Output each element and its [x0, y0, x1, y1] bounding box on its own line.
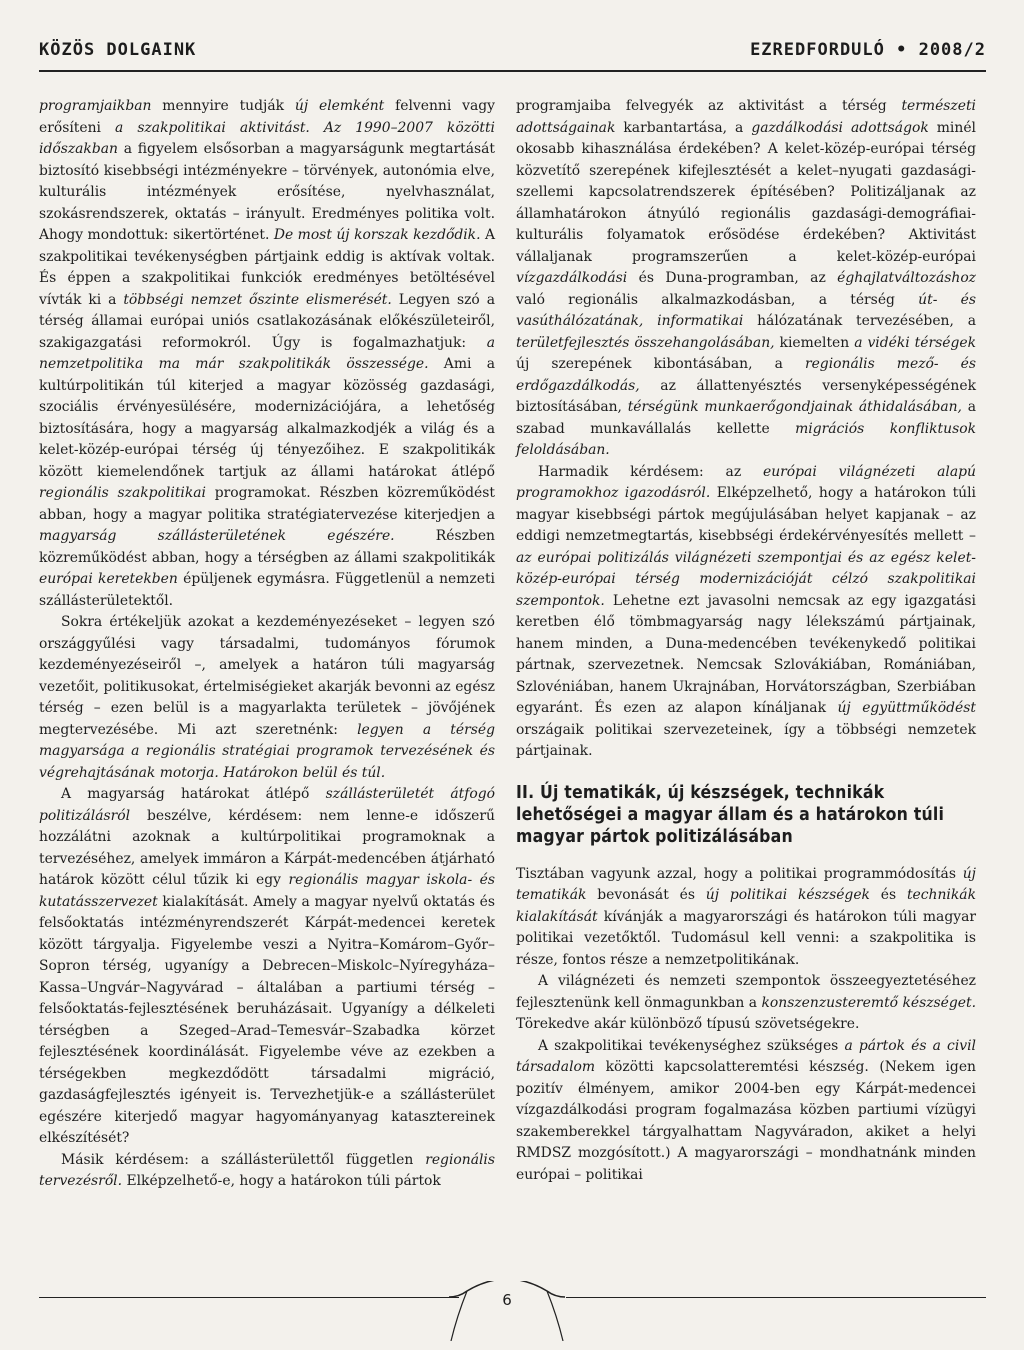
text-run: mennyire tudják — [151, 98, 295, 114]
italic-text-run: éghajlatváltozáshoz — [837, 270, 976, 286]
text-run: való regionális alkalmazkodásban, a térség — [516, 291, 919, 308]
italic-text-run: természeti adottságainak — [516, 98, 976, 136]
header-journal-section: KÖZÖS DOLGAINK — [39, 40, 197, 60]
text-run: A magyarság határokat átlépő — [61, 786, 326, 802]
italic-text-run: vízgazdálkodási — [516, 270, 628, 286]
section-heading: II. Új tematikák, új készségek, technikák lehetőségei a magyar állam és a határokon túli magyar pártok politizálásában — [516, 782, 945, 847]
text-run: A világnézeti és nemzeti szempontok összeegyeztetéséhez fejlesztenünk kell önmagunkban a — [516, 973, 976, 1011]
text-run: A szakpolitikai tevékenységben pártjaink eddig is aktívak voltak. És éppen a szakpolitikai funkciók eredményes betöltésével vívták ki a — [39, 227, 495, 308]
text-run: új szerepének kibontásában, a — [516, 356, 805, 372]
text-run: karbantartása, a — [615, 119, 752, 136]
text-run: Sokra értékeljük azokat a kezdeményezéseket – legyen szó országgyűlési vagy társadalmi, tudományos fórumok kezdeményezéseiről –, amelyek a határon túli magyarság vezetőit, politikusokat, értelmiségieket akarják bevonni az egész térség – ezen belül is a magyarlakta területek – jövőjének megtervezésébe. Mi azt szeretnénk: — [39, 614, 495, 738]
paragraph — [516, 462, 976, 763]
italic-text-run: térségünk munkaerőgondjainak áthidalásában, — [627, 399, 962, 415]
italic-text-run: az európai politizálás világnézeti szempontjai és az egész kelet-közép-európai térség modernizációját célzó szakpolitikai szempontok. — [516, 549, 976, 609]
text-run: Másik kérdésem: a szállásterülettől független — [61, 1151, 426, 1168]
text-run: Ami a kultúrpolitikán túl kiterjed a magyar közösség gazdasági, szociális érvényesülésére, modernizációjára, a lehetőség biztosítására, hogy a magyarság alkalmazkodjék a világ és a kelet-közép-európai térség új tényezőihez. E szakpolitikák között kiemelendőnek tartjuk az állami határokat átlépő — [39, 356, 495, 480]
paragraph — [39, 96, 495, 612]
italic-text-run: migrációs konfliktusok feloldásában. — [516, 420, 976, 458]
paragraph — [516, 96, 976, 462]
text-run: és — [869, 887, 907, 903]
italic-text-run: új együttműködést — [837, 700, 976, 716]
italic-text-run: a szakpolitikai aktivitást. Az 1990–2007 közötti időszakban — [39, 119, 495, 157]
left-column — [39, 96, 495, 1193]
text-run: Elképzelhető-e, hogy a határokon túli pártok — [122, 1173, 441, 1189]
text-run: programokat. Részben közreműködést abban, hogy a magyar politika stratégiatervezése kiterjedjen a — [39, 485, 495, 523]
paragraph — [39, 612, 495, 784]
text-run: kiemelten — [774, 334, 855, 351]
text-run: épüljenek egymásra. Függetlenül a nemzeti szállásterületektől. — [39, 571, 495, 609]
italic-text-run: út- és vasúthálózatának, informatikai — [516, 291, 976, 329]
italic-text-run: a vidéki térségek — [854, 334, 976, 351]
text-run: Legyen szó a térség államai európai uniós csatlakozásának előkészületeiről, szakigazgatási reformokról. Úgy is fogalmazhatjuk: — [39, 291, 495, 351]
text-run: Lehetne ezt javasolni nemcsak az egy igazgatási keretben élő tömbmagyarság nagy lélekszámú pártjainak, hanem minden, a Duna-medencében tevékenykedő politikai pártnak, szervezetnek. Nemcsak Szlovákiában, Romániában, Szlovéniában, hanem Ukrajnában, Horvátországban, Szerbiában egyaránt. És ezen az alapon kínáljanak — [516, 592, 976, 716]
italic-text-run: a pártok és a civil társadalom — [516, 1037, 976, 1075]
text-run: Részben közreműködést abban, hogy a térségben az állami szakpolitikák — [39, 528, 495, 566]
text-run: programjaiba felvegyék az aktivitást a térség — [516, 98, 902, 114]
italic-text-run: gazdálkodási adottságok — [751, 119, 929, 136]
paragraph — [516, 1036, 976, 1187]
text-run: és Duna-programban, az — [627, 270, 838, 286]
italic-text-run: a nemzetpolitika ma már szakpolitikák összessége. — [39, 334, 495, 372]
italic-text-run: De most új korszak kezdődik. — [273, 227, 481, 243]
text-run: közötti kapcsolatteremtési készség. (Nekem igen pozitív élményem, amikor 2004-ben egy Kárpát-medencei vízgazdálkodási program fogalmazása közben partiumi vízügyi szakemberekkel tárgyalhattam Nagyváradon, akiket a helyi RMDSZ mozgósított.) A magyarországi – mondhatnánk minden európai – politikai — [516, 1059, 976, 1183]
text-run: felvenni vagy erősíteni — [39, 98, 496, 136]
italic-text-run: szállásterületét átfogó politizálásról — [39, 786, 496, 824]
italic-text-run: többségi nemzet őszinte elismerését. — [123, 291, 392, 308]
text-run: a szabad munkavállalás kellette — [516, 399, 976, 437]
text-run: országaik politikai szervezeteinek, így a többségi nemzetek pártjainak. — [516, 721, 976, 759]
text-run: kialakítását. Amely a magyar nyelvű oktatás és felsőoktatás intézményrendszerét Kárpát-medencei keretek között tárgyalja. Figyelembe veszi a Nyitra–Komárom–Győr–Sopron térség, ugyanígy a Debrecen–Miskolc–Nyíregyháza–Kassa–Ungvár–Nagyvárad – általában a partiumi térség – felsőoktatás-fejlesztésének beruházásait. Ugyanígy a délkeleti térségben a Szeged–Arad–Temesvár–Szabadka körzet fejlesztésének koordinálását. Figyelembe véve az ezekben a térségekben megkezdődött társadalmi migráció, gazdaságfejlesztés igényeit is. Tervezhetjük-e a szállásterület egészére kiterjedő magyar hagyományanyag katasztereinek elkészítését? — [39, 893, 495, 1146]
paragraph — [39, 1150, 495, 1193]
text-run: minél okosabb kihasználása érdekében? A kelet-közép-európai térség közvetítő szerepének kifejlesztését a kelet–nyugati gazdasági-szellemi kapcsolatrendszerek építésében? Politizáljanak az államhatárokon átnyúló regionális gazdasági-demográfiai-kulturális folyamatok erősödése érdekében? Aktivitást vállaljanak programszerűen a kelet-közép-európai — [516, 119, 976, 265]
italic-text-run: európai keretekben — [39, 571, 178, 587]
right-column-bottom-text — [516, 864, 976, 1187]
text-run: A szakpolitikai tevékenységhez szükséges — [538, 1037, 845, 1054]
paragraph — [516, 971, 976, 1036]
italic-text-run: regionális szakpolitikai — [39, 485, 206, 501]
right-column — [516, 96, 976, 1186]
italic-text-run: regionális mező- és erdőgazdálkodás, — [516, 356, 977, 394]
italic-text-run: regionális tervezésről. — [39, 1151, 495, 1189]
text-run: kívánják a magyarországi és határokon túli magyar politikai vezetőktől. Tudomásul kell venni: a szakpolitika is része, fontos része a nemzetpolitikának. — [516, 908, 976, 968]
italic-text-run: magyarság szállásterületének egészére. — [39, 528, 395, 544]
text-run: Elképzelhető, hogy a határokon túli magyar kisebbségi pártok megújulásában helyet kapjanak – az eddigi nemzetmegtartás, kisebbségi érdekérvényesítés mellett – — [516, 485, 976, 544]
italic-text-run: legyen a térség magyarsága a regionális stratégiai programok tervezésének és végrehajtásának motorja. Határokon belül és túl. — [39, 721, 495, 781]
italic-text-run: új tematikák — [516, 865, 976, 903]
italic-text-run: technikák kialakítását — [516, 887, 976, 925]
page-number: 6 — [502, 1291, 512, 1309]
italic-text-run: regionális magyar iskola- és kutatásszervezet — [39, 872, 495, 910]
text-run: Törekedve akár különböző típusú szövetségekre. — [516, 1016, 860, 1032]
header-journal-issue: EZREDFORDULÓ • 2008/2 — [750, 40, 986, 60]
text-run: bevonását és — [586, 887, 706, 903]
page-footer — [39, 1235, 986, 1345]
italic-text-run: európai világnézeti alapú programokhoz igazodásról. — [516, 463, 976, 501]
text-run: a figyelem elsősorban a magyarságunk megtartását biztosító kisebbségi intézményekre – törvények, autonómia elve, kulturális intézmények erősítése, nyelvhasználat, szokásrendszerek, oktatás – irányult. Eredményes politika volt. Ahogy mondottuk: sikertörténet. — [39, 141, 495, 243]
italic-text-run: új elemként — [294, 98, 385, 114]
text-run: beszélve, kérdésem: nem lenne-e időszerű hozzálátni azoknak a kultúrpolitikai programoknak a tervezéséhez, amelyek immáron a Kárpát-medencében átjárható határok között célul tűzik ki egy — [39, 807, 495, 888]
running-header — [39, 38, 986, 72]
italic-text-run: területfejlesztés összehangolásában, — [516, 334, 775, 351]
footer-rule-left — [39, 1297, 459, 1298]
text-run: Tisztában vagyunk azzal, hogy a politikai programmódosítás — [516, 865, 963, 882]
footer-rule-right — [566, 1297, 986, 1298]
text-run: Harmadik kérdésem: az — [538, 463, 763, 480]
text-run: hálózatának tervezésében, a — [743, 313, 976, 329]
paragraph — [39, 784, 495, 1150]
page-number-arc-icon — [449, 1281, 565, 1341]
italic-text-run: programjaikban — [39, 98, 152, 114]
right-column-top-text — [516, 96, 976, 763]
italic-text-run: konszenzusteremtő készséget. — [761, 994, 976, 1011]
text-run: az állattenyésztés versenyképességének biztosításában, — [516, 377, 976, 415]
italic-text-run: új politikai készségek — [705, 887, 870, 903]
paragraph — [516, 864, 976, 972]
